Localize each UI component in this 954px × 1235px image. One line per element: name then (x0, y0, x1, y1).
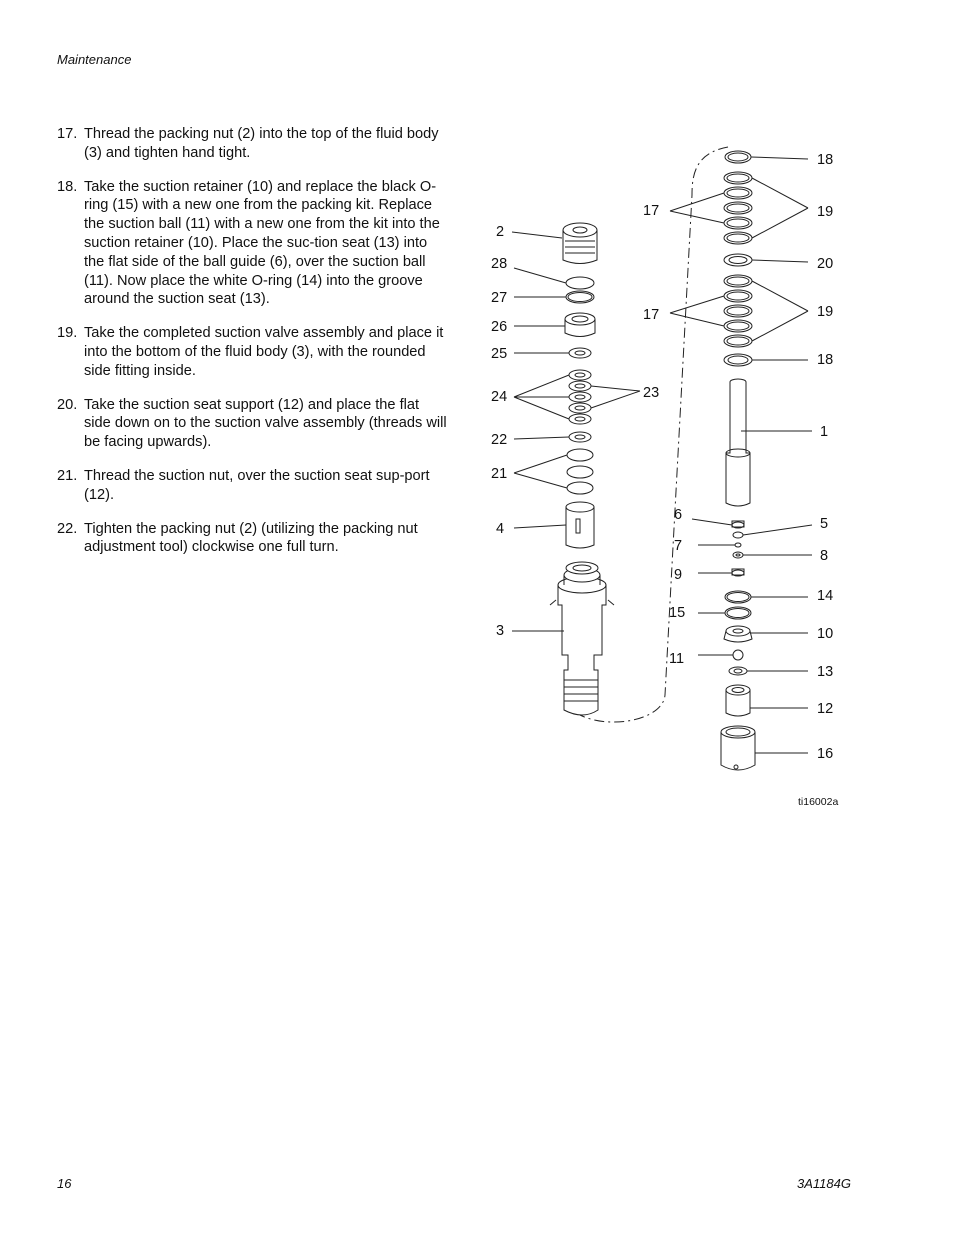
step-text: Take the suction retainer (10) and replace the black O-ring (15) with a new one from the packing kit. Replace the suction ball (11) with a new one from the kit into the suction retainer (10). Place the suc-tion seat (13) into the flat side of the ball guide (6), over the suction ball (11). Now place the white O-ring (14) into the groove around the suction seat (13). (84, 178, 440, 308)
callout-8: 8 (820, 548, 829, 564)
callout-17-lower: 17 (643, 307, 660, 323)
step-19 (57, 324, 447, 380)
callout-18-bottom: 18 (817, 352, 834, 368)
figure-id: ti16002a (798, 796, 839, 808)
part-26 (565, 313, 595, 337)
step-text: Tighten the packing nut (2) (utilizing the packing nut adjustment tool) clockwise one full turn. (84, 520, 418, 556)
seat-support-12 (726, 685, 750, 716)
suction-seat-13 (729, 667, 747, 675)
part-18-bottom (724, 354, 752, 366)
step-number: 18. (57, 178, 78, 195)
part-22 (569, 432, 591, 442)
part-27 (566, 291, 594, 303)
packings-19-17-lower (724, 275, 752, 347)
procedure-steps (57, 125, 447, 572)
callout-26: 26 (491, 319, 508, 335)
fluid-body-3 (550, 562, 614, 715)
callout-27: 27 (491, 290, 508, 306)
part-25 (569, 348, 591, 358)
callout-17-upper: 17 (643, 203, 660, 219)
step-text: Thread the suction nut, over the suction seat sup-port (12). (84, 467, 430, 503)
step-22 (57, 520, 447, 558)
part-18-top (725, 151, 751, 163)
step-18 (57, 178, 447, 310)
callout-22: 22 (491, 432, 508, 448)
section-header: Maintenance (57, 52, 132, 67)
step-number: 21. (57, 467, 78, 484)
callout-5: 5 (820, 516, 829, 532)
suction-retainer-10 (724, 626, 752, 642)
step-17 (57, 125, 447, 163)
step-number: 20. (57, 396, 78, 413)
o-rings-14-15 (725, 591, 751, 619)
callout-2: 2 (496, 224, 505, 240)
callout-13: 13 (817, 664, 834, 680)
part-20 (724, 254, 752, 266)
callout-21: 21 (491, 466, 508, 482)
step-number: 17. (57, 126, 78, 142)
callout-15: 15 (669, 605, 686, 621)
valve-parts-6-5-7-8-9 (732, 521, 744, 576)
callout-12: 12 (817, 701, 834, 717)
suction-nut-16 (721, 726, 755, 770)
callout-4: 4 (496, 521, 505, 537)
step-number: 19. (57, 325, 78, 342)
callout-7: 7 (674, 538, 683, 554)
packings-19-17-upper (724, 172, 752, 244)
step-text: Thread the packing nut (2) into the top of the fluid body (3) and tighten hand tight. (84, 126, 439, 161)
callout-10: 10 (817, 626, 834, 642)
callout-16: 16 (817, 746, 834, 762)
callout-11: 11 (669, 651, 685, 667)
callout-19-upper: 19 (817, 204, 834, 220)
callout-6: 6 (674, 507, 683, 523)
suction-ball-11 (733, 650, 743, 660)
page-number: 16 (57, 1176, 72, 1191)
step-text: Take the completed suction valve assembly and place it into the bottom of the fluid body (3), with the rounded side fitting inside. (84, 325, 444, 379)
callout-labels (491, 152, 838, 808)
callout-14: 14 (817, 588, 834, 604)
callout-25: 25 (491, 346, 508, 362)
document-id: 3A1184G (797, 1176, 851, 1191)
callout-28: 28 (491, 256, 508, 272)
exploded-pump-diagram (470, 135, 870, 825)
exploded-view-drawing (470, 135, 870, 825)
callout-19-lower: 19 (817, 304, 834, 320)
step-text: Take the suction seat support (12) and place the flat side down on to the suction valve assembly (threads will be facing upwards). (84, 396, 447, 451)
callout-1: 1 (820, 424, 829, 440)
packings-24-23 (569, 370, 591, 424)
callout-24: 24 (491, 389, 508, 405)
callout-20: 20 (817, 256, 834, 272)
callout-9: 9 (674, 567, 683, 583)
part-21 (567, 449, 593, 494)
callout-3: 3 (496, 623, 505, 639)
step-number: 22. (57, 520, 78, 537)
piston-rod-1 (726, 379, 750, 506)
part-28 (566, 277, 594, 289)
step-20 (57, 396, 447, 452)
leader-lines (512, 157, 812, 753)
callout-18-top: 18 (817, 152, 834, 168)
packing-nut-2 (563, 223, 597, 264)
callout-23: 23 (643, 385, 660, 401)
part-4 (566, 502, 594, 548)
step-21 (57, 467, 447, 505)
